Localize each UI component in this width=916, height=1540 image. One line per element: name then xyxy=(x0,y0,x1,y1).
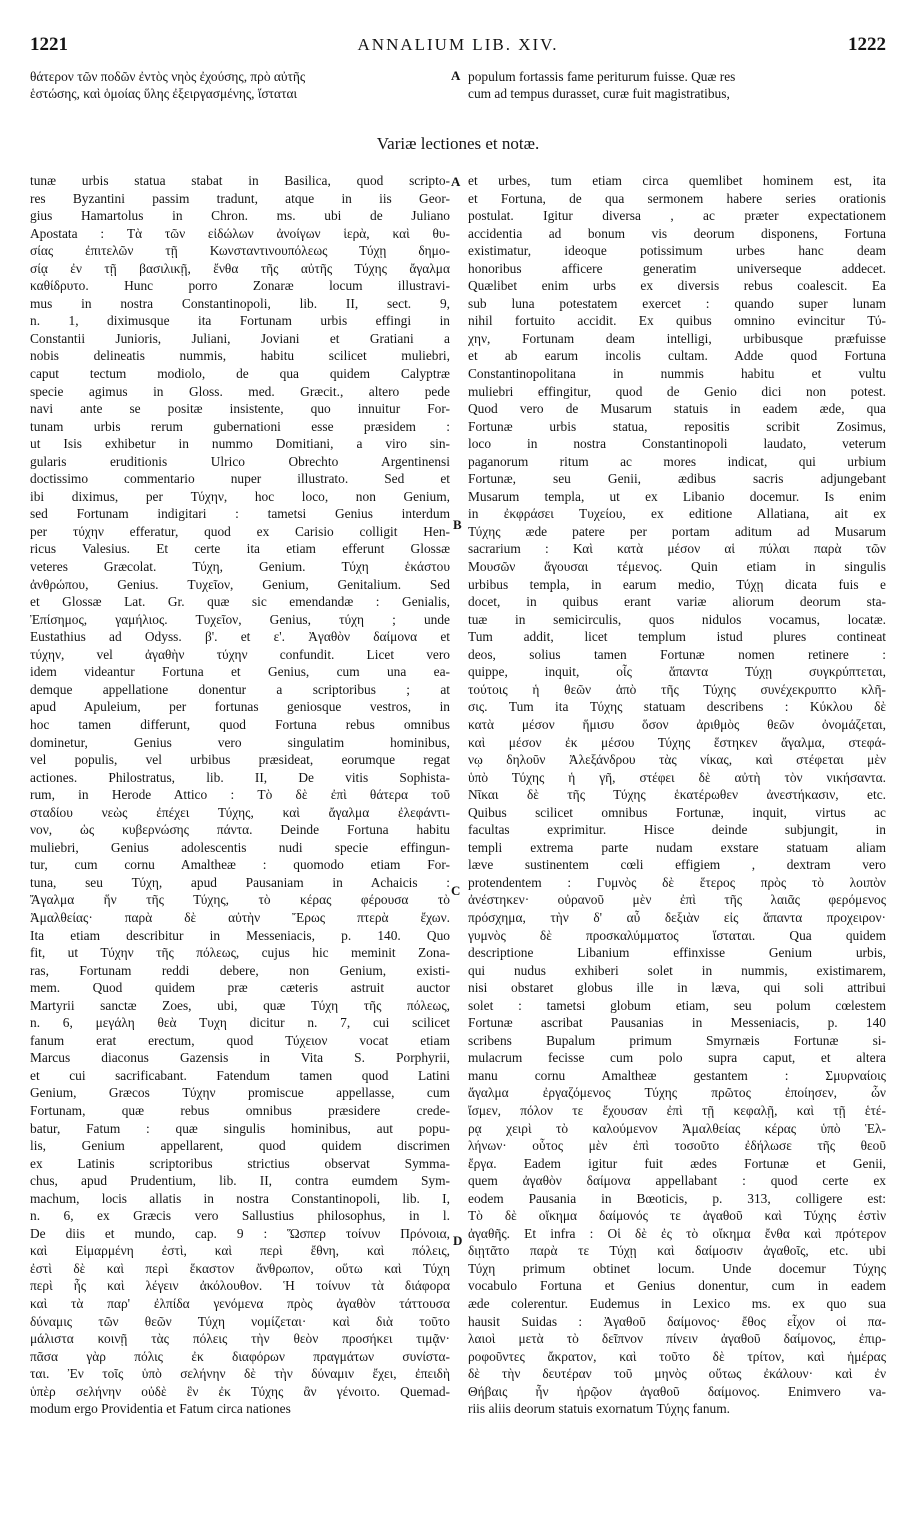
text-line: ροφοῦντες ἄκρατον, καὶ τοῦτο δὲ τρίτον, καὶ ἡμέρας xyxy=(468,1348,886,1364)
text-line: vel populis, vel urbibus præsideat, eorumque regat xyxy=(30,752,450,768)
text-line: ricus Valesius. Et certe ita etiam efferunt Glossæ xyxy=(30,541,450,557)
text-line: per τύχην efferatur, quod ex Carisio colligit Hen- xyxy=(30,523,450,539)
text-line: De diis et mundo, cap. 9 : Ὥσπερ τοίνυν Πρόνοια, xyxy=(30,1225,450,1241)
text-line: κατὰ μέσον ἥμισυ ὅσον ἀριθμὸς θεῶν ὀνομάζεται, xyxy=(468,716,886,732)
text-line: in ἐκφράσει Τυχείου, ex editione Allatiana, ait ex xyxy=(468,506,886,522)
text-line: λαιοὶ μετὰ τὸ δεῖπνον πίνειν ἀγαθοῦ δαίμονος, ἐπιρ- xyxy=(468,1331,886,1347)
text-line: σίᾳ ἐν τῇ βασιλικῇ, ἔνθα τῆς αὐτῆς Τύχης ἄγαλμα xyxy=(30,260,450,276)
text-line: fit, ut Τύχην τῆς πόλεως, cujus hic meminit Zona- xyxy=(30,945,450,961)
text-line: ἔργα. Eadem igitur fuit ædes Fortunæ et Genii, xyxy=(468,1155,886,1171)
text-line: et urbes, tum etiam circa quemlibet hominem est, ita xyxy=(468,173,886,188)
notes-heading: Variæ lectiones et notæ. xyxy=(376,134,540,153)
text-line: Eustathius ad Odyss. β'. et ε'. Ἀγαθὸν δαίμονα et xyxy=(30,629,450,645)
text-line: rum, in Herode Attico : Τὸ δὲ ἐπὶ θάτερα τοῦ xyxy=(30,787,450,803)
running-header xyxy=(30,34,886,62)
text-line: δὲ τὴν δευτέραν τοῦ μηνὸς οὕτως ἐκάλουν· καὶ ἐν xyxy=(468,1366,886,1382)
text-line: demque appellatione donentur a scriptoribus ; at xyxy=(30,681,450,697)
text-line: sacrarium : Καὶ κατὰ μέσον αἱ πύλαι παρὰ τῶν xyxy=(468,541,886,557)
section-marker-a: A xyxy=(451,174,461,189)
text-line: solet : tametsi globum etiam, seu polum cœlestem xyxy=(468,997,886,1013)
text-line: urbibus templa, in earum medio, Τύχῃ dicata fuis e xyxy=(468,576,886,592)
section-marker-b: B xyxy=(453,517,462,532)
text-line: n. 6, μεγάλη θεὰ Τυχη dicitur n. 7, cui scilicet xyxy=(30,1015,450,1031)
text-line: nobis delineatis nummis, habitu scilicet muliebri, xyxy=(30,348,450,364)
text-line: Fortunæ, seu Genii, ædibus sacris adjungebant xyxy=(468,471,886,487)
text-line: nihil fortuito accidit. Ex quibus omnino evincitur Τύ- xyxy=(468,313,886,329)
text-line: Genium, Græcos Τύχην promiscue appellasse, cum xyxy=(30,1085,450,1101)
text-line: ex Latinis scriptoribus strictius observat Symma- xyxy=(30,1155,450,1171)
page-number-right: 1222 xyxy=(848,34,886,55)
text-line: ἀγαθῆς. Et infra : Οἱ δὲ ἐς τὸ οἴκημα ἔνθα καὶ πρότερον xyxy=(468,1225,886,1241)
text-line: tuæ in semicirculis, quos nidulos vocamus, locatæ. xyxy=(468,611,886,627)
text-line: ἴσμεν, πόλον τε ἔχουσαν ἐπὶ τῇ κεφαλῇ, καὶ τῇ ἑτέ- xyxy=(468,1102,886,1118)
text-line: quippe, inquit, οἷς ἅπαντα Τύχῃ συγκρύπτεται, xyxy=(468,664,886,680)
text-line: Constantinopolitana in nummis habitu et vultu xyxy=(468,366,886,382)
text-line: μάλιστα κοινῇ τὰς πόλεις τὴν θεὸν προσήκει τιμᾷν· xyxy=(30,1331,450,1347)
text-line: eodem Pausania in Bœoticis, p. 313, colligere est: xyxy=(468,1190,886,1206)
text-line: apud Apuleium, per fortunas geniosque vestros, in xyxy=(30,699,450,715)
text-line: ibi diximus, per Τύχην, hoc loco, non Genium, xyxy=(30,488,450,504)
text-line: καθίδρυτο. Hunc porro Zonaræ locum illustravi- xyxy=(30,278,450,294)
text-line: mem. Quod quidem præ cæteris astruit auctor xyxy=(30,980,450,996)
notes-left-column xyxy=(30,172,450,1418)
text-line: deos, solius tamen Fortunæ nomen retinere : xyxy=(468,646,886,662)
page-number-left: 1221 xyxy=(30,34,68,55)
text-line: Martyrii sanctæ Zoes, ubi, quæ Τύχη τῆς πόλεως, xyxy=(30,997,450,1013)
text-line: batur, Fatum : quæ singulis hominibus, aut popu- xyxy=(30,1120,450,1136)
text-line: tur, cum cornu Amaltheæ : quomodo etiam For- xyxy=(30,857,450,873)
text-line: ται. Ἐν τοῖς ὑπὸ σελήνην δὲ τὴν δύναμιν ἔχει, ἐπειδὴ xyxy=(30,1366,450,1382)
text-line: Quod vero de Musarum statuis in eadem æde, qua xyxy=(468,401,886,417)
text-line: ἀνέστηκεν· οὐρανοῦ μὲν ἐπὶ τῆς λαιᾶς φερόμενος xyxy=(468,892,886,908)
text-line: Ἀμαλθείας· παρὰ δὲ αὐτὴν Ἔρως πτερὰ ἔχων. xyxy=(30,909,450,925)
section-marker-a: A xyxy=(451,68,461,83)
text-line: ἀνθρώπου, Genius. Τυχεῖον, Genium, Genitalium. Sed xyxy=(30,576,450,592)
text-line: manu cornu Amaltheæ gestantem : Σμυρναίοις xyxy=(468,1067,886,1083)
text-line: et Glossæ Lat. Gr. quæ sic emendandæ : Genialis, xyxy=(30,594,450,610)
text-line: Musarum templa, ut ex Libanio docemur. Is enim xyxy=(468,488,886,504)
text-line: χην, Fortunam deam intelligi, urbibusque præfuisse xyxy=(468,330,886,346)
text-line: νον, ὡς κυβερνώσης πάντα. Deinde Fortuna habitu xyxy=(30,822,450,838)
text-line: Fortunæ ascribat Pausanias in Messeniacis, p. 140 xyxy=(468,1015,886,1031)
text-line: Ἐπίσημος, γαμήλιος. Τυχεῖον, Genius, τύχη ; unde xyxy=(30,611,450,627)
text-line: descriptione Libanium effinxisse Genium urbis, xyxy=(468,945,886,961)
text-line: καὶ τὰ παρ' ἐλπίδα γενόμενα πρὸς ἀγαθὸν τάττουσα xyxy=(30,1296,450,1311)
text-line: n. 1, diximusque ita Fortunam urbis effingi in xyxy=(30,313,450,329)
text-line: et cui sacrificabant. Fatendum tamen quod Latini xyxy=(30,1067,450,1083)
text-line: λήνων· οὗτος μὲν ἐπὶ τοσοῦτο ἐδήλωσε τῆς θεοῦ xyxy=(468,1138,886,1154)
text-line: Τὸ δὲ οἴκημα δαίμονός τε ἀγαθοῦ καὶ Τύχης ἐστὶν xyxy=(468,1208,886,1224)
text-line: postulat. Igitur diversa , ac præter expectationem xyxy=(468,208,886,224)
text-line: σταδίου νεὼς ἐπέχει Τύχης, καὶ ἄγαλμα ἐλεφάντι- xyxy=(30,804,450,820)
text-line: n. 6, ex Græcis vero Sallustius philosophus, in l. xyxy=(30,1208,450,1224)
text-line: paganorum ritum ac mores indicat, qui urbium xyxy=(468,453,886,469)
text-line: docet, in quibus erant variæ aliorum deorum sta- xyxy=(468,594,886,610)
running-title: ANNALIUM LIB. XIV. xyxy=(357,35,559,54)
text-line: ὑπὸ Τύχης ἡ γῆ, στέφει δὲ αὐτὴ τὸν νικήσαντα. xyxy=(468,769,886,785)
text-line: πᾶσα γὰρ πόλις ἐκ διαφόρων πραγμάτων συνίστα- xyxy=(30,1348,450,1364)
text-line: læve sustinentem cœli effigiem , dextram vero xyxy=(468,857,886,873)
main-text-right-column xyxy=(468,68,886,102)
text-line: specie agimus in Gloss. med. Græcit., altero pede xyxy=(30,383,450,399)
text-line: πρόσχημα, τὴν δ' αὖ δεξιὰν εἰς ἅπαντα προχειρον· xyxy=(468,909,886,925)
text-line: Apostata : Τὰ τῶν εἰδώλων ἀνοίγων ἱερὰ, καὶ θυ- xyxy=(30,225,450,241)
text-line: ut Isis exhibetur in nummo Domitiani, a viro sin- xyxy=(30,436,450,452)
text-line: δύναμις τῶν θεῶν Τύχη νομίζεται· καὶ διὰ τοῦτο xyxy=(30,1313,450,1329)
text-line: accidentia ad bonum vis deorum disponens, Fortuna xyxy=(468,225,886,241)
text-line: mulacrum fecisse cum polo supra caput, et altera xyxy=(468,1050,886,1066)
text-line: Θήβαις ἦν ἡρῷον ἀγαθοῦ δαίμονος. Enimvero va- xyxy=(468,1383,886,1399)
text-line: ὑπὲρ σελήνην οὐδὲ ἓν ἐκ Τύχης ἂν γένοιτο. Quemad- xyxy=(30,1383,450,1399)
text-line: res Byzantini passim tradunt, atque in iis Geor- xyxy=(30,190,450,206)
main-text-line: populum fortassis fame periturum fuisse. Quæ res xyxy=(468,69,736,84)
text-line: scribens Bupalum primum Smyrnæis Fortunæ si- xyxy=(468,1032,886,1048)
text-line: τούτοις ἡ θεῶν ἀπὸ τῆς Τύχης συνέχεκρυπτο κλῆ- xyxy=(468,681,886,697)
text-line: æde colerentur. Eudemus in Lexico ms. ex quo sua xyxy=(468,1296,886,1311)
text-line: existimatur, ideoque potissimum urbes hanc deam xyxy=(468,243,886,259)
text-line: περὶ ἧς καὶ λέγειν ἀκόλουθον. Ἡ τοίνυν τὰ διάφορα xyxy=(30,1278,450,1294)
text-line: doctissimo commentario nuper illustrato. Sed et xyxy=(30,471,450,487)
text-line: nisi obstaret globus ille in læva, qui soli attribui xyxy=(468,980,886,996)
text-line: Ita etiam describitur in Messeniacis, p. 140. Quo xyxy=(30,927,450,943)
text-line: fanum erat erectum, quod Τύχειον vocat etiam xyxy=(30,1032,450,1048)
text-line: idem videantur Fortuna et Genius, cum una ea- xyxy=(30,664,450,680)
text-line: Ἄγαλμα ἥν τῆς Τύχης, τὸ κέρας φέρουσα τὸ xyxy=(30,892,450,908)
text-line: actiones. Philostratus, lib. II, De vitis Sophista- xyxy=(30,769,450,785)
text-line: veteres Græcolat. Τύχη, Genium. Τύχη ἑκάστου xyxy=(30,559,450,575)
text-line: et Fortuna, de qua sermonem habere series orationis xyxy=(468,190,886,206)
text-line: Quælibet enim urbs ex diversis rebus coalescit. Ea xyxy=(468,278,886,294)
section-marker-c: C xyxy=(451,883,461,898)
text-line: Μουσῶν ἄγουσαι τέμενος. Quin etiam in singulis xyxy=(468,559,886,575)
text-line: vocabulo Fortuna et Genius donentur, cum in eadem xyxy=(468,1278,886,1294)
notes-body xyxy=(30,172,886,1472)
text-line: navi ante se positæ insistente, quo innuitur For- xyxy=(30,401,450,417)
text-line: gius Hamartolus in Chron. ms. ubi de Juliano xyxy=(30,208,450,224)
text-line: νῳ δηλοῦν Ἀλεξάνδρου τὰς νίκας, καὶ στέφεται μὲν xyxy=(468,752,886,768)
text-line: ρᾳ χειρὶ τὸ καλούμενον Ἀμαλθείας κέρας ὑπὸ Ἑλ- xyxy=(468,1120,886,1136)
text-line: ras, Fortunam reddi debere, non Genium, existi- xyxy=(30,962,450,978)
text-line: qui nudus exhiberi solet in nummis, existimarem, xyxy=(468,962,886,978)
text-line: gularis eruditionis Ulrico Obrechto Argentinensi xyxy=(30,453,450,469)
text-line: protendentem : Γυμνὸς δὲ ἕτερος πρὸς τὸ λοιπὸν xyxy=(468,874,886,890)
text-line: tunam urbis rerum gubernationi esse præsidem : xyxy=(30,418,450,434)
text-line: Marcus diaconus Gazensis in Vita S. Porphyrii, xyxy=(30,1050,450,1066)
text-line: ἐστὶ δὲ καὶ περὶ ἕκαστον ἄνθρωπον, οὕτω καὶ Τύχη xyxy=(30,1260,450,1276)
main-text-line: θάτερον τῶν ποδῶν ἐντὸς νηὸς ἐχούσης, πρὸ αὐτῆς xyxy=(30,69,306,84)
text-line: Tum addit, licet templum istud plures contineat xyxy=(468,629,886,645)
text-line: Νῖκαι δὲ τῆς Τύχης ἑκατέρωθεν ἀνεστήκασιν, etc. xyxy=(468,787,886,803)
text-line: σις. Tum ita Τύχης statuam describens : Κύκλου δὲ xyxy=(468,699,886,715)
text-line: διῃτᾶτο παρὰ τε Τύχῃ καὶ δαίμοσιν ἀγαθοῖς, etc. ubi xyxy=(468,1243,886,1259)
text-line: καὶ μέσον ἐκ μέσου Τύχης ἕστηκεν ἄγαλμα, στεφά- xyxy=(468,734,886,750)
text-line: muliebri effingitur, quod de Genio dici non potest. xyxy=(468,383,886,399)
text-line: tuna, seu Τύχη, apud Pausaniam in Achaicis : xyxy=(30,874,450,890)
text-line: quem ἀγαθὸν δαίμονα appellabant : quod certe ex xyxy=(468,1173,886,1189)
text-line: facultas exprimitur. Hisce deinde subjungit, in xyxy=(468,822,886,838)
text-line: chus, apud Prudentium, lib. II, contra eumdem Sym- xyxy=(30,1173,450,1189)
text-line: honoribus afficere generatim universeque addecet. xyxy=(468,260,886,276)
text-line: templi extrema parte nudam exstare statuam aliam xyxy=(468,839,886,855)
text-line: sed Fortunam indigitari : tametsi Genius interdum xyxy=(30,506,450,522)
text-line: σίας ἐπιτελῶν τῇ Κωνσταντινουπόλεως Τύχῃ δημο- xyxy=(30,243,450,259)
text-line: dominetur, Genius vero singulatim hominibus, xyxy=(30,734,450,750)
main-text-line: ἑστώσης, καὶ ὁμοίας ὕλης ἐξειργασμένης, ἵσταται xyxy=(30,86,298,101)
text-line: tunæ urbis statua stabat in Basilica, quod scripto- xyxy=(30,173,450,188)
text-line: lis, Genium appellarent, quod quidem discrimen xyxy=(30,1138,450,1154)
text-line: muliebri, Genius adolescentis nudi specie effingun- xyxy=(30,839,450,855)
text-line: Τύχης æde patere per portam aditum ad Musarum xyxy=(468,523,886,539)
text-line: caput tectum modiolo, de qua quidem Calyptræ xyxy=(30,366,450,382)
text-line: loco in nostra Constantinopoli laudato, veterum xyxy=(468,436,886,452)
text-line: sub luna potestatem exercet : quando super lunam xyxy=(468,295,886,311)
text-line: hausit Suidas : Ἀγαθοῦ δαίμονος· ἔθος εἶχον οἱ πα- xyxy=(468,1313,886,1329)
text-line: modum ergo Providentia et Fatum circa nationes xyxy=(30,1401,291,1417)
text-line: machum, locis allatis in nostra Constantinopoli, lib. I, xyxy=(30,1190,450,1206)
text-line: Fortunæ urbis statua, repositis scribit Zosimus, xyxy=(468,418,886,434)
text-line: ἄγαλμα ἐργαζόμενος Τύχης πρῶτος ἐποίησεν, ὧν xyxy=(468,1085,886,1101)
main-text-continuation xyxy=(30,68,886,114)
text-line: et ab earum incolis cultam. Adde quod Fortuna xyxy=(468,348,886,364)
text-line: mus in nostra Constantinopoli, lib. II, sect. 9, xyxy=(30,295,450,311)
notes-right-column xyxy=(468,172,886,1418)
section-marker-d: D xyxy=(453,1233,463,1248)
text-line: τύχην, vel ἀγαθὴν τύχην confundit. Licet vero xyxy=(30,646,450,662)
main-text-left-column xyxy=(30,68,450,102)
text-line: γυμνὸς δὲ προσκαλύμματος ἵσταται. Qua quidem xyxy=(468,927,886,943)
main-text-line: cum ad tempus durasset, curæ fuit magistratibus, xyxy=(468,86,730,101)
text-line: riis aliis deorum statuis exornatum Τύχης fanum. xyxy=(468,1401,731,1417)
text-line: Fortunam, quæ rebus omnibus præsidere crede- xyxy=(30,1102,450,1118)
text-line: Τύχη primum obtinet locum. Unde docemur Τύχης xyxy=(468,1260,886,1276)
text-line: hoc tamen differunt, quod Fortuna rebus omnibus xyxy=(30,716,450,732)
text-line: Constantii Junioris, Juliani, Joviani et Gratiani a xyxy=(30,330,450,346)
text-line: καὶ Εἱμαρμένη ἐστὶ, καὶ περὶ ἔθνη, καὶ πόλεις, xyxy=(30,1243,450,1259)
text-line: Quibus scilicet omnibus Fortunæ, inquit, virtus ac xyxy=(468,804,886,820)
